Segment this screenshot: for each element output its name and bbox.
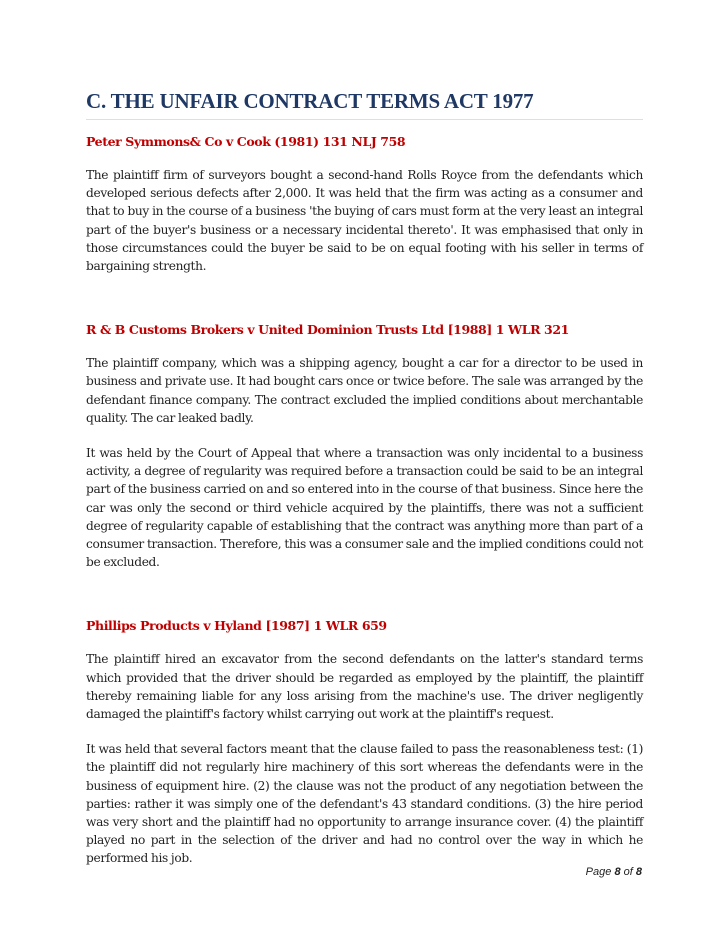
total-pages-number: 8 xyxy=(635,866,642,878)
page-content xyxy=(86,88,643,868)
section-title: C. THE UNFAIR CONTRACT TERMS ACT 1977 xyxy=(86,88,643,120)
case-paragraph: The plaintiff hired an excavator from the second defendants on the latter's standard terms which provided that the driver should be regarded as employed by the plaintiff, the plaintiff thereby remaining liable for any loss arising from the machine's use. The driver negligently damaged the plaintiff's factory whilst carrying out work at the plaintiff's request. xyxy=(86,652,643,722)
case-paragraph: The plaintiff firm of surveyors bought a second-hand Rolls Royce from the defendants which developed serious defects after 2,000. It was held that the firm was acting as a consumer and that to buy in the course of a business 'the buying of cars must form at the very least an integral part of the buyer's business or a necessary incidental thereto'. It was emphasised that only in those circumstances could the buyer be said to be on equal footing with his seller in terms of bargaining strength. xyxy=(86,168,643,274)
case-heading-rb-customs: R & B Customs Brokers v United Dominion Trusts Ltd [1988] 1 WLR 321 xyxy=(86,322,569,338)
of-label: of xyxy=(623,866,633,878)
case-paragraph: The plaintiff company, which was a shipping agency, bought a car for a director to be used in business and private use. It had bought cars once or twice before. The sale was arranged by the defendant finance company. The contract excluded the implied conditions about merchantable quality. The car leaked badly. xyxy=(86,356,643,425)
case-paragraph: It was held by the Court of Appeal that where a transaction was only incidental to a business activity, a degree of regularity was required before a transaction could be said to be an integral part of the business carried on and so entered into in the course of that business. Since here the car was only the second or third vehicle acquired by the plaintiffs, there was not a sufficient degree of regularity capable of establishing that the contract was anything more than part of a consumer transaction. Therefore, this was a consumer sale and the implied conditions could not be excluded. xyxy=(86,446,643,570)
current-page-number: 8 xyxy=(614,866,621,878)
page-number-footer xyxy=(586,866,642,878)
case-heading-phillips: Phillips Products v Hyland [1987] 1 WLR 659 xyxy=(86,618,387,634)
page-label: Page xyxy=(585,866,612,878)
case-paragraph: It was held that several factors meant that the clause failed to pass the reasonableness test: (1) the plaintiff did not regularly hire machinery of this sort whereas the defendants were in the business of equipment hire. (2) the clause was not the product of any negotiation between the parties: rather it was simply one of the defendant's 43 standard conditions. (3) the hire period was very short and the plaintiff had no opportunity to arrange insurance cover. (4) the plaintiff played no part in the selection of the driver and had no control over the way in which he performed his job. xyxy=(86,742,643,866)
case-heading-symmons: Peter Symmons& Co v Cook (1981) 131 NLJ 758 xyxy=(86,134,406,149)
